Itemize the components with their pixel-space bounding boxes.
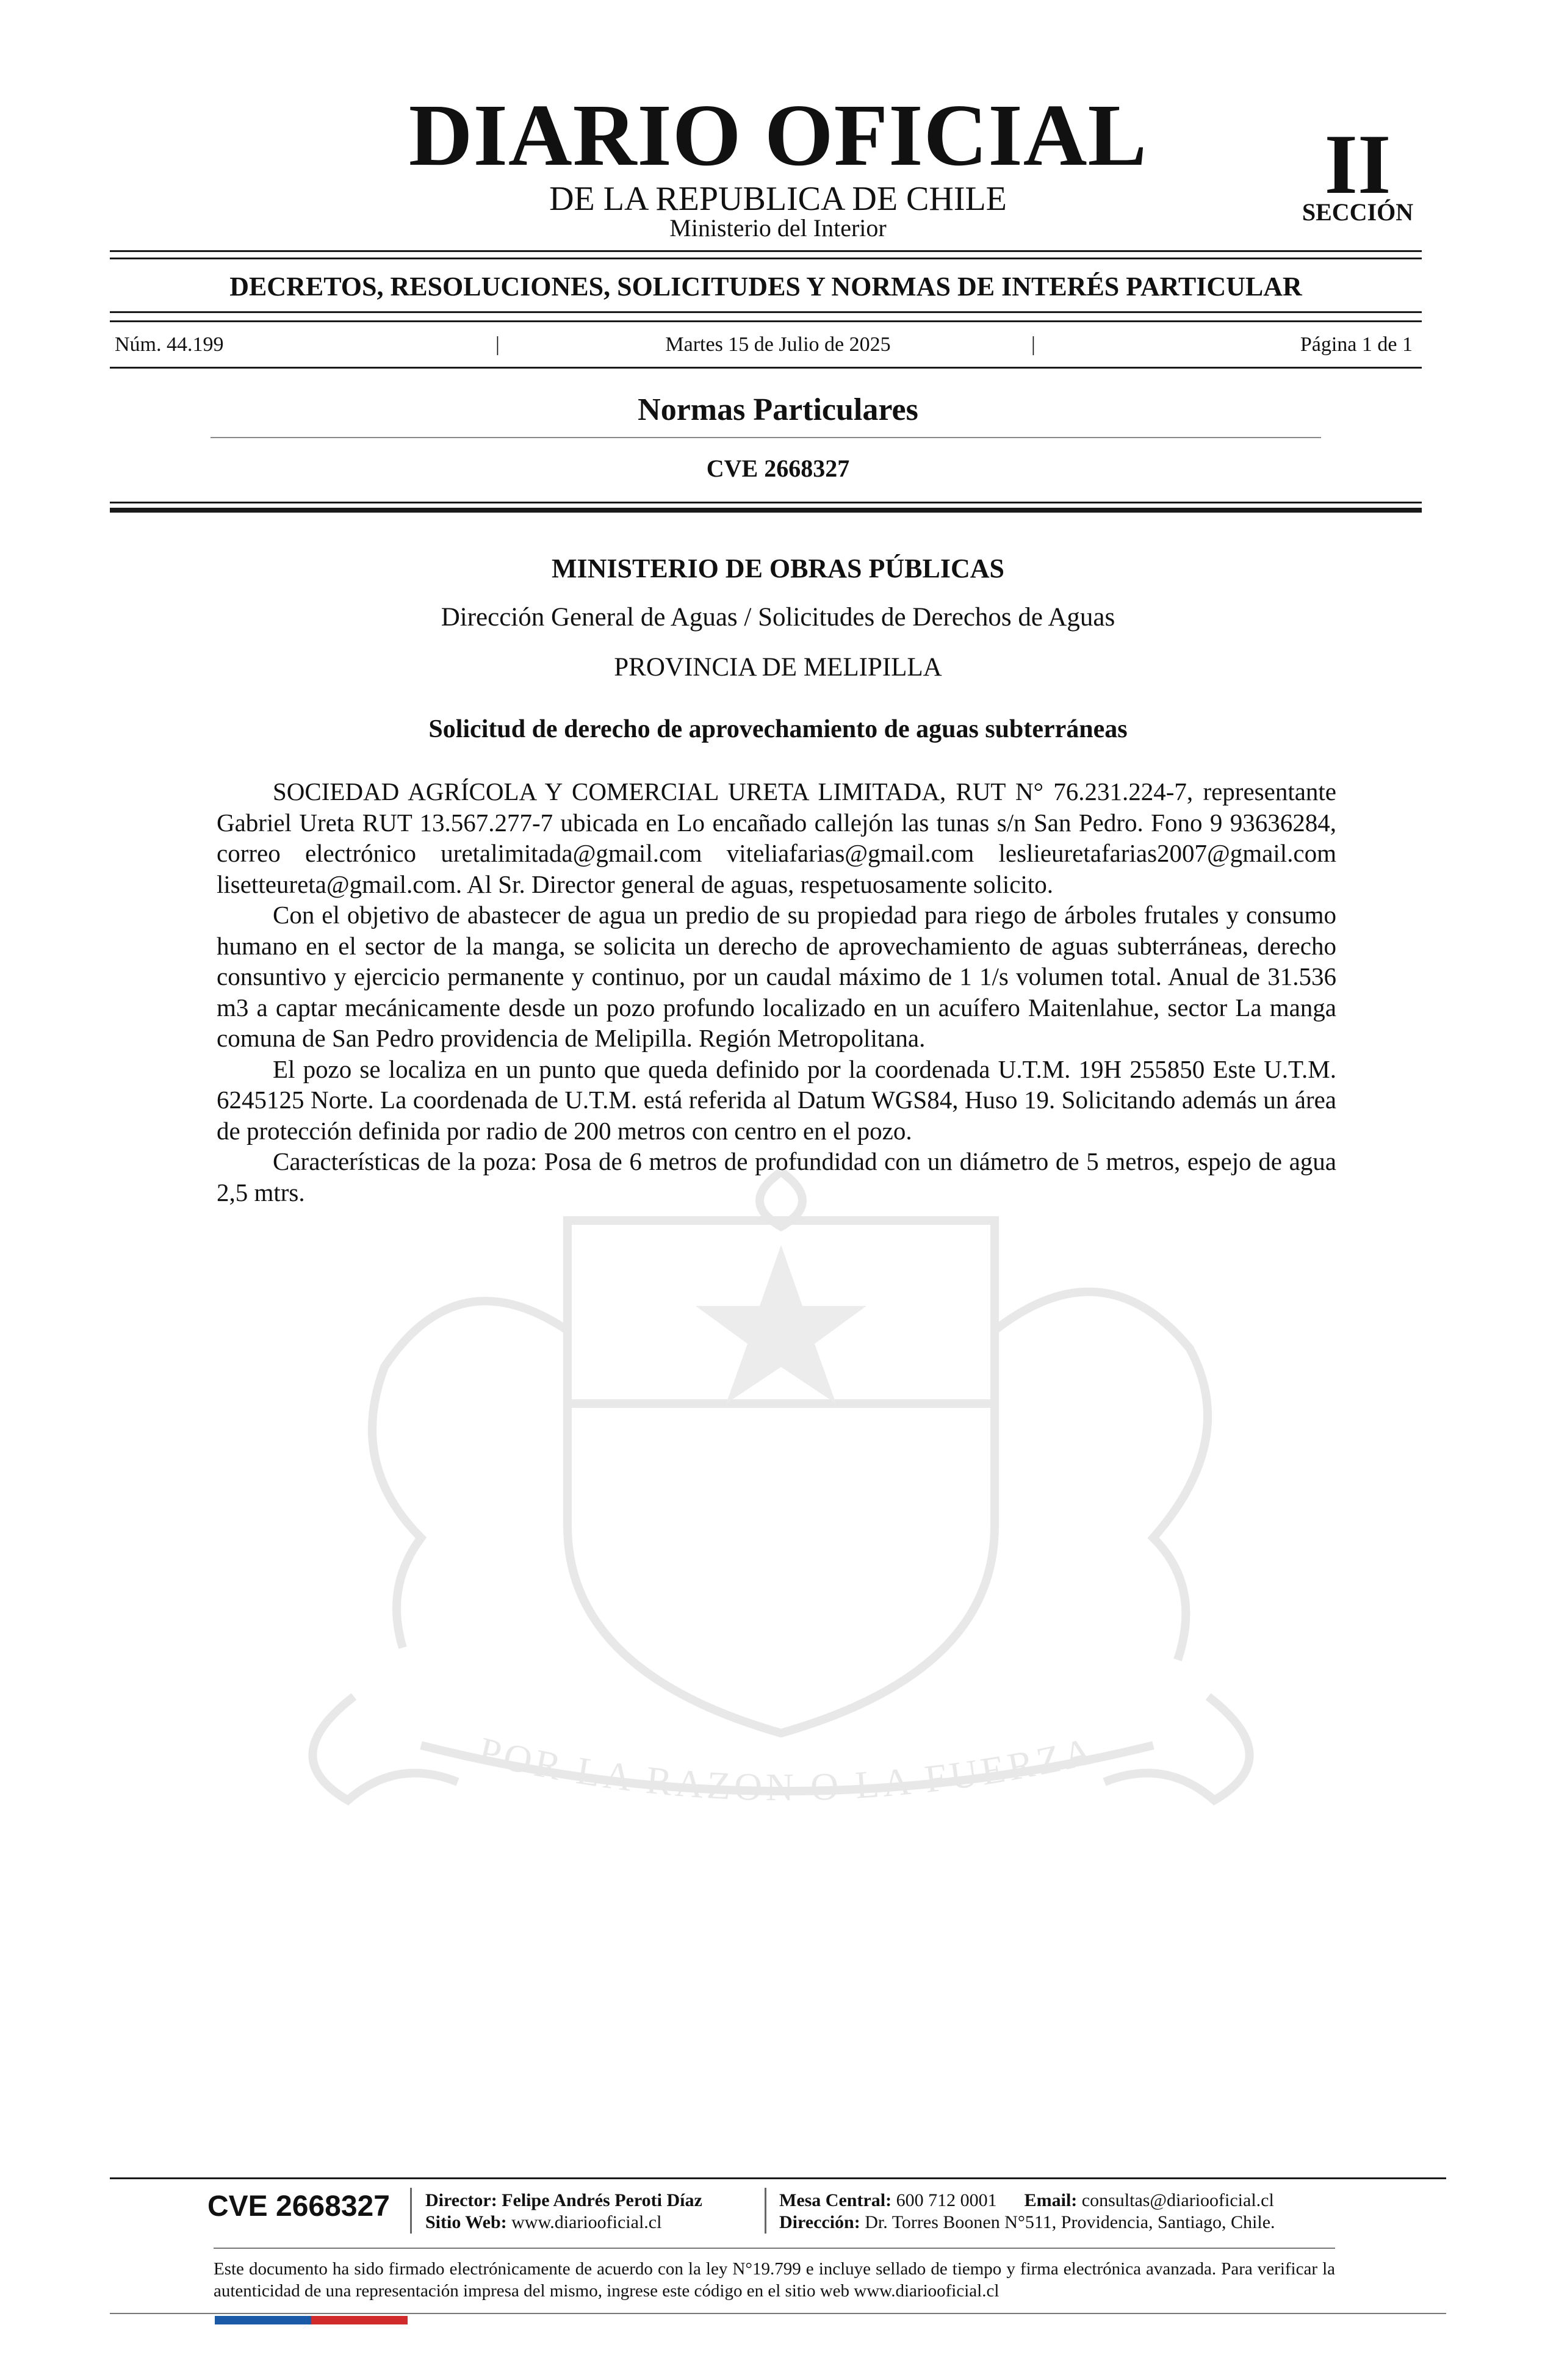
footer-contact bbox=[779, 2190, 1274, 2212]
page-indicator: Página 1 de 1 bbox=[1300, 333, 1413, 356]
email-link[interactable]: consultas@diariooficial.cl bbox=[1081, 2190, 1274, 2210]
section-title: Normas Particulares bbox=[638, 392, 918, 427]
masthead-ministry: Ministerio del Interior bbox=[669, 214, 887, 242]
section-label: SECCIÓN bbox=[1302, 198, 1414, 226]
website-link[interactable]: www.diariooficial.cl bbox=[511, 2212, 662, 2232]
document-subject: Solicitud de derecho de aprovechamiento de aguas subterráneas bbox=[428, 715, 1128, 743]
issue-date: Martes 15 de Julio de 2025 bbox=[665, 333, 891, 356]
meta-separator-left: | bbox=[495, 333, 500, 356]
flag-stripe-red bbox=[311, 2316, 408, 2324]
body-paragraph-2: Con el objetivo de abastecer de agua un predio de su propiedad para riego de árboles frutales y consumo humano en el sector de la manga, se solicita un derecho de aprovechamiento de aguas subterráneas, derecho consuntivo y ejercicio permanente y continuo, por un caudal máximo de 1 1/s volumen total. Anual de 31.536 m3 a captar mecánicamente desde un pozo profundo localizado en un acuífero Maitenlahue, sector La manga comuna de San Pedro providencia de Melipilla. Región Metropolitana. bbox=[217, 901, 1336, 1052]
document-direction: Dirección General de Aguas / Solicitudes de Derechos de Aguas bbox=[441, 603, 1115, 632]
meta-separator-right: | bbox=[1031, 333, 1036, 356]
publication-banner: DECRETOS, RESOLUCIONES, SOLICITUDES Y NORMAS DE INTERÉS PARTICULAR bbox=[229, 272, 1302, 301]
footer-website bbox=[425, 2212, 661, 2234]
footer-rule-top bbox=[110, 2177, 1446, 2179]
issue-number: Núm. 44.199 bbox=[115, 333, 224, 356]
footer-cve: CVE 2668327 bbox=[207, 2190, 390, 2223]
section-number: II bbox=[1324, 117, 1391, 212]
flag-stripe-blue bbox=[215, 2316, 311, 2324]
footer-address bbox=[779, 2212, 1275, 2234]
document-body bbox=[217, 776, 1336, 1208]
watermark-motto: POR LA RAZON O LA FUERZA bbox=[474, 1728, 1100, 1809]
banner-rule-bottom bbox=[110, 320, 1422, 322]
body-paragraph-1: SOCIEDAD AGRÍCOLA Y COMERCIAL URETA LIMITADA, RUT N° 76.231.224-7, representante Gabriel Ureta RUT 13.567.277-7 ubicada en Lo encañado callejón las tunas s/n San Pedro. Fono 9 93636284, correo electrónico uretalimitada@gmail.com viteliafarias@gmail.com leslieuretafarias2007@gmail.com lisetteureta@gmail.com. Al Sr. Director general de aguas, respetuosamente solicito. bbox=[217, 777, 1336, 898]
director-label: Director: bbox=[425, 2190, 497, 2210]
svg-text:POR LA RAZON O LA FUERZA bbox=[475, 1728, 1100, 1809]
masthead-rule-top-2 bbox=[110, 258, 1422, 259]
footer-divider-1 bbox=[410, 2188, 412, 2234]
header-rule-b bbox=[110, 508, 1422, 513]
section-title-rule bbox=[211, 437, 1321, 438]
phone-number: 600 712 0001 bbox=[896, 2190, 997, 2210]
masthead-subtitle: DE LA REPUBLICA DE CHILE bbox=[549, 180, 1007, 218]
coat-of-arms-watermark-icon bbox=[201, 1147, 1361, 1849]
footer-rule-middle bbox=[214, 2248, 1335, 2249]
document-province: PROVINCIA DE MELIPILLA bbox=[614, 653, 942, 682]
footer-director bbox=[425, 2190, 702, 2212]
banner-rule-top bbox=[110, 311, 1422, 313]
body-paragraph-3: El pozo se localiza en un punto que queda definido por la coordenada U.T.M. 19H 255850 Este U.T.M. 6245125 Norte. La coordenada de U.T.M. está referida al Datum WGS84, Huso 19. Solicitando además un área de protección definida por radio de 200 metros con centro en el pozo. bbox=[217, 1055, 1336, 1145]
document-ministry: MINISTERIO DE OBRAS PÚBLICAS bbox=[551, 554, 1005, 583]
address-text: Dr. Torres Boonen N°511, Providencia, Santiago, Chile. bbox=[865, 2212, 1275, 2232]
phone-label: Mesa Central: bbox=[779, 2190, 892, 2210]
email-label: Email: bbox=[1024, 2190, 1078, 2210]
body-paragraph-4: Características de la poza: Posa de 6 metros de profundidad con un diámetro de 5 metros, espejo de agua 2,5 mtrs. bbox=[217, 1147, 1336, 1206]
masthead-title: DIARIO OFICIAL bbox=[408, 87, 1148, 184]
director-name: Felipe Andrés Peroti Díaz bbox=[502, 2190, 702, 2210]
header-rule-a bbox=[110, 502, 1422, 503]
address-label: Dirección: bbox=[779, 2212, 860, 2232]
meta-rule bbox=[110, 367, 1422, 369]
cve-code: CVE 2668327 bbox=[706, 455, 850, 482]
website-label: Sitio Web: bbox=[425, 2212, 507, 2232]
footer-signature-note: Este documento ha sido firmado electrónicamente de acuerdo con la ley N°19.799 e incluye sellado de tiempo y firma electrónica avanzada. Para verificar la autenticidad de una representación impresa del mismo, ingrese este código en el sitio web www.diariooficial.cl bbox=[214, 2259, 1335, 2301]
footer-divider-2 bbox=[765, 2188, 766, 2234]
masthead-rule-top bbox=[110, 250, 1422, 252]
footer-rule-bottom bbox=[110, 2313, 1446, 2314]
